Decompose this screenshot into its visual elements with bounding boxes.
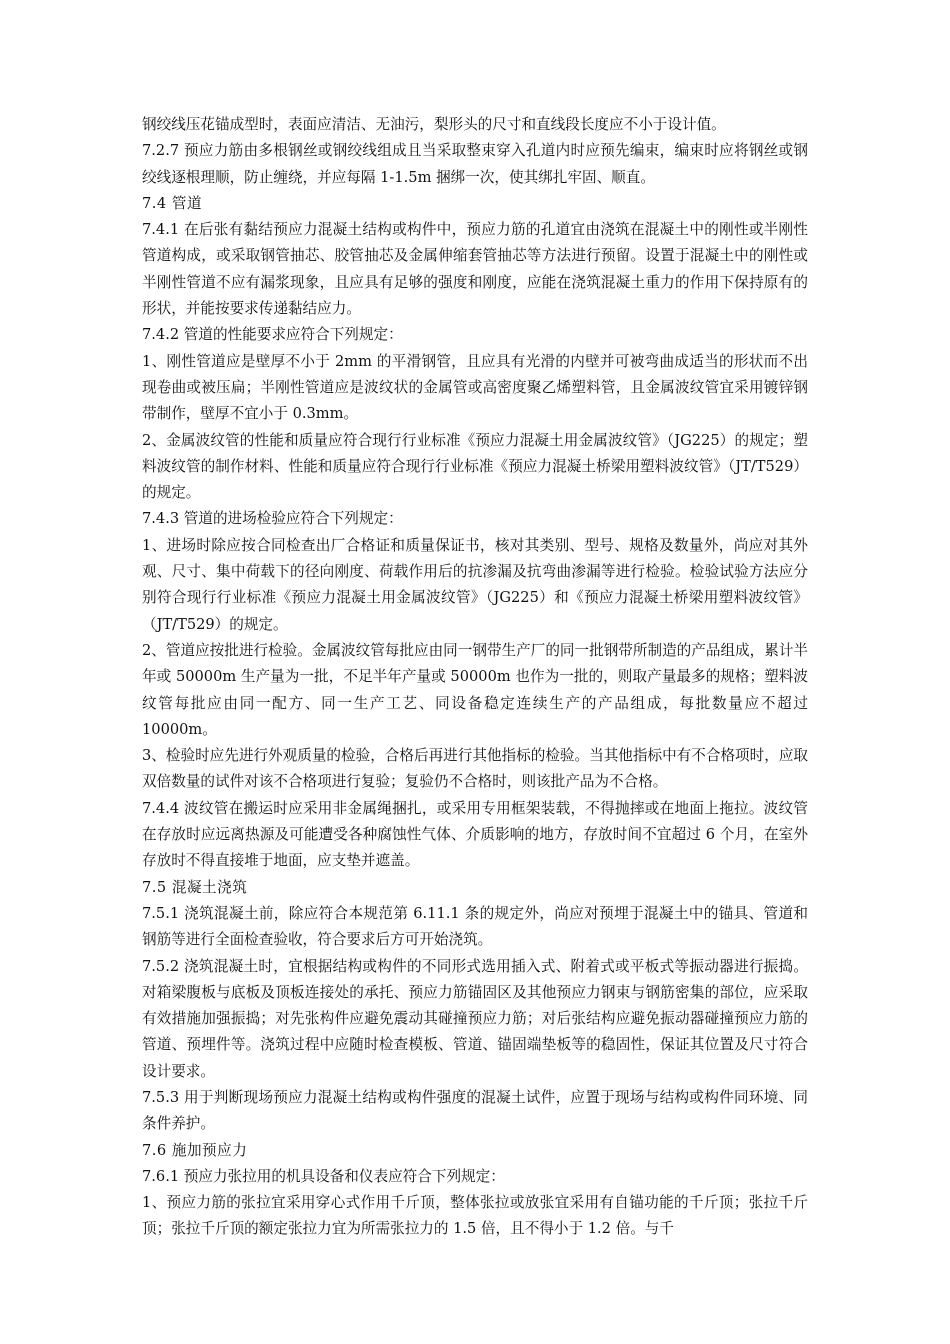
paragraph-7-4-1: 7.4.1 在后张有黏结预应力混凝土结构或构件中，预应力筋的孔道宜由浇筑在混凝土中的刚性或半刚性管道构成，或采取钢管抽芯、胶管抽芯及金属伸缩套管抽芯等方法进行预留。设置于混凝土中的刚性或半刚性管道不应有漏浆现象，且应具有足够的强度和刚度，应能在浇筑混凝土重力的作用下保持原有的形状，并能按要求传递黏结应力。 — [142, 221, 808, 318]
paragraph-7-4-2: 7.4.2 管道的性能要求应符合下列规定： — [142, 326, 403, 344]
paragraph-7-4-3-item-1: 1、进场时除应按合同检查出厂合格证和质量保证书，核对其类别、型号、规格及数量外，尚应对其外观、尺寸、集中荷载下的径向刚度、荷载作用后的抗渗漏及抗弯曲渗漏等进行检验。检验试验方法应分别符合现行行业标准《预应力混凝土用金属波纹管》（JG225）和《预应力混凝土桥梁用塑料波纹管》（JT/T529）的规定。 — [142, 536, 808, 633]
paragraph-7-5-2: 7.5.2 浇筑混凝土时，宜根据结构或构件的不同形式选用插入式、附着式或平板式等振动器进行振捣。对箱梁腹板与底板及顶板连接处的承托、预应力筋锚固区及其他预应力钢束与钢筋密集的部位，应采取有效措施加强振捣；对先张构件应避免震动其碰撞预应力筋；对后张结构应避免振动器碰撞预应力筋的管道、预埋件等。浇筑过程中应随时检查模板、管道、锚固端垫板等的稳固性，保证其位置及尺寸符合设计要求。 — [142, 957, 808, 1080]
section-heading-7-4: 7.4 管道 — [142, 194, 203, 212]
document-page — [142, 112, 808, 1243]
paragraph-7-2-7: 7.2.7 预应力筋由多根钢丝或钢绞线组成且当采取整束穿入孔道内时应预先编束，编束时应将钢丝或钢绞线逐根理顺，防止缠绕，并应每隔 1-1.5m 捆绑一次，使其绑扎牢固、顺直。 — [142, 142, 808, 186]
paragraph-7-4-3: 7.4.3 管道的进场检验应符合下列规定： — [142, 510, 403, 528]
paragraph-strand-anchor: 钢绞线压花锚成型时，表面应清洁、无油污，梨形头的尺寸和直线段长度应不小于设计值。 — [142, 116, 726, 133]
paragraph-7-4-3-item-3: 3、检验时应先进行外观质量的检验，合格后再进行其他指标的检验。当其他指标中有不合格项时，应取双倍数量的试件对该不合格项进行复验；复验仍不合格时，则该批产品为不合格。 — [142, 747, 809, 791]
section-heading-7-6: 7.6 施加预应力 — [142, 1141, 248, 1159]
paragraph-7-6-1: 7.6.1 预应力张拉用的机具设备和仪表应符合下列规定： — [142, 1167, 505, 1185]
paragraph-7-4-4: 7.4.4 波纹管在搬运时应采用非金属绳捆扎，或采用专用框架装载，不得抛摔或在地面上拖拉。波纹管在存放时应远离热源及可能遭受各种腐蚀性气体、介质影响的地方，存放时间不宜超过 6 个月，在室外存放时不得直接堆于地面，应支垫并遮盖。 — [142, 799, 808, 870]
paragraph-7-4-2-item-1: 1、刚性管道应是壁厚不小于 2mm 的平滑钢管，且应具有光滑的内壁并可被弯曲成适当的形状而不出现卷曲或被压扁；半刚性管道应是波纹状的金属管或高密度聚乙烯塑料管，且金属波纹管宜采用镀锌钢带制作，壁厚不宜小于 0.3mm。 — [142, 352, 808, 423]
paragraph-7-4-3-item-2: 2、管道应按批进行检验。金属波纹管每批应由同一钢带生产厂的同一批钢带所制造的产品组成，累计半年或 50000m 生产量为一批，不足半年产量或 50000m 也作为一批的，则取产量最多的规格；塑料波纹管每批应由同一配方、同一生产工艺、同设备稳定连续生产的产品组成，每批数量应不超过 10000m。 — [142, 641, 809, 738]
paragraph-7-5-3: 7.5.3 用于判断现场预应力混凝土结构或构件强度的混凝土试件，应置于现场与结构或构件同环境、同条件养护。 — [142, 1088, 808, 1133]
section-heading-7-5: 7.5 混凝土浇筑 — [142, 878, 248, 896]
paragraph-7-4-2-item-2: 2、金属波纹管的性能和质量应符合现行行业标准《预应力混凝土用金属波纹管》（JG225）的规定；塑料波纹管的制作材料、性能和质量应符合现行行业标准《预应力混凝土桥梁用塑料波纹管》（JT/T529）的规定。 — [142, 431, 808, 502]
paragraph-7-5-1: 7.5.1 浇筑混凝土前，除应符合本规范第 6.11.1 条的规定外，尚应对预埋于混凝土中的锚具、管道和钢筋等进行全面检查验收，符合要求后方可开始浇筑。 — [142, 904, 808, 949]
paragraph-7-6-1-item-1: 1、预应力筋的张拉宜采用穿心式作用千斤顶，整体张拉或放张宜采用有自锚功能的千斤顶；张拉千斤顶；张拉千斤顶的额定张拉力宜为所需张拉力的 1.5 倍，且不得小于 1.2 倍。与千 — [142, 1194, 808, 1238]
